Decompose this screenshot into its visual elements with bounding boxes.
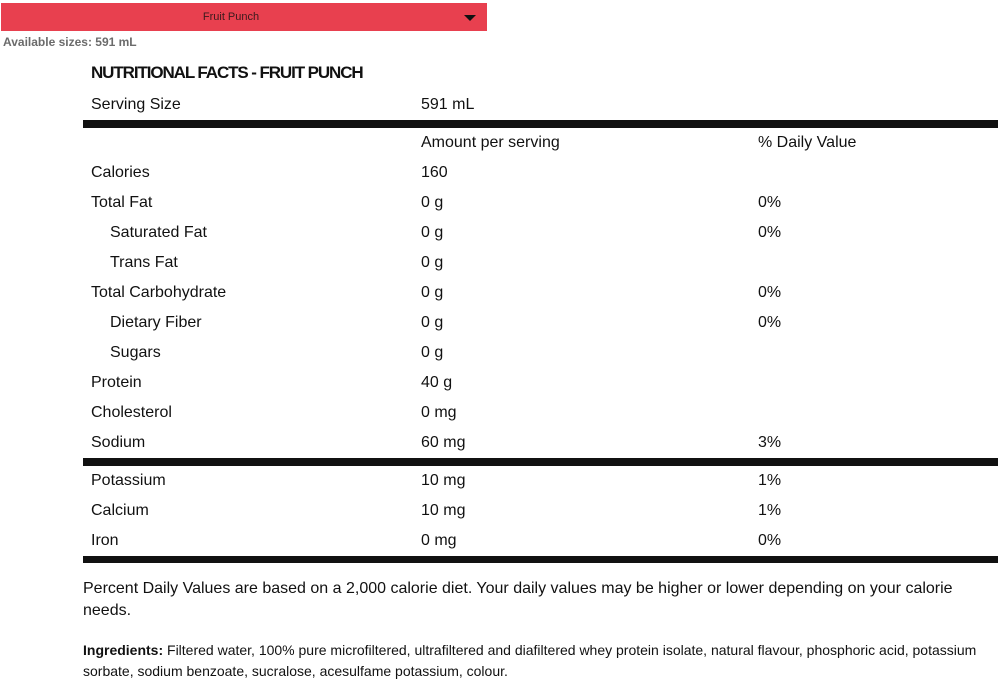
table-row bbox=[83, 526, 998, 556]
mineral-daily-value: 1% bbox=[758, 472, 782, 489]
daily-value-footnote: Percent Daily Values are based on a 2,000 calorie diet. Your daily values may be higher or lower depending on your calorie needs. bbox=[83, 580, 953, 619]
mineral-daily-value: 1% bbox=[758, 502, 782, 519]
table-row bbox=[83, 308, 998, 338]
nutrient-daily-value: 0% bbox=[758, 284, 782, 301]
nutrition-facts-table bbox=[83, 90, 998, 563]
nutrition-facts-title: NUTRITIONAL FACTS - FRUIT PUNCH bbox=[91, 63, 363, 82]
divider-thick bbox=[83, 120, 998, 128]
nutrient-name: Total Carbohydrate bbox=[91, 284, 227, 301]
nutrient-name: Total Fat bbox=[91, 194, 153, 211]
column-header-amount: Amount per serving bbox=[421, 134, 560, 151]
nutrient-amount: 0 g bbox=[421, 284, 444, 301]
chevron-down-icon[interactable] bbox=[464, 15, 476, 21]
table-row bbox=[83, 466, 998, 496]
table-row bbox=[83, 188, 998, 218]
divider-thick bbox=[83, 556, 998, 563]
nutrient-name: Protein bbox=[91, 374, 142, 391]
mineral-daily-value: 0% bbox=[758, 532, 782, 549]
nutrient-amount: 40 g bbox=[421, 374, 453, 391]
serving-size-row bbox=[83, 90, 998, 120]
nutrient-amount: 60 mg bbox=[421, 434, 466, 451]
mineral-amount: 0 mg bbox=[421, 532, 457, 549]
mineral-name: Potassium bbox=[91, 472, 166, 489]
divider-thick bbox=[83, 458, 998, 466]
nutrient-amount: 0 g bbox=[421, 254, 444, 271]
nutrient-name: Saturated Fat bbox=[110, 224, 207, 241]
nutrient-name: Trans Fat bbox=[110, 254, 178, 271]
column-header-daily-value: % Daily Value bbox=[758, 134, 857, 151]
nutrient-daily-value: 3% bbox=[758, 434, 782, 451]
ingredients-label: Ingredients: bbox=[83, 642, 164, 658]
nutrient-name: Sugars bbox=[110, 344, 161, 361]
nutrient-amount: 160 bbox=[421, 164, 448, 181]
mineral-amount: 10 mg bbox=[421, 472, 466, 489]
mineral-name: Iron bbox=[91, 532, 119, 549]
serving-size-value: 591 mL bbox=[421, 96, 475, 113]
nutrient-amount: 0 g bbox=[421, 194, 444, 211]
table-row bbox=[83, 218, 998, 248]
nutrient-daily-value: 0% bbox=[758, 314, 782, 331]
flavor-dropdown-value: Fruit Punch bbox=[202, 11, 260, 23]
ingredients-text: Filtered water, 100% pure microfiltered, ultrafiltered and diafiltered whey protein isolate, natural flavour, phosphoric acid, potassium sorbate, sodium benzoate, sucralose, acesulfame potassium, colour. bbox=[83, 642, 977, 679]
mineral-amount: 10 mg bbox=[421, 502, 466, 519]
nutrient-name: Dietary Fiber bbox=[110, 314, 202, 331]
table-row bbox=[83, 398, 998, 428]
flavor-dropdown[interactable] bbox=[1, 3, 487, 31]
nutrient-daily-value: 0% bbox=[758, 224, 782, 241]
nutrient-name: Calories bbox=[91, 164, 150, 181]
nutrient-amount: 0 g bbox=[421, 314, 444, 331]
available-sizes: Available sizes: 591 mL bbox=[3, 35, 137, 49]
nutrient-amount: 0 g bbox=[421, 224, 444, 241]
nutrient-amount: 0 g bbox=[421, 344, 444, 361]
mineral-name: Calcium bbox=[91, 502, 149, 519]
table-row bbox=[83, 158, 998, 188]
table-row bbox=[83, 428, 998, 458]
nutrient-daily-value: 0% bbox=[758, 194, 782, 211]
nutrient-amount: 0 mg bbox=[421, 404, 457, 421]
table-row bbox=[83, 338, 998, 368]
table-row bbox=[83, 278, 998, 308]
nutrient-name: Sodium bbox=[91, 434, 146, 451]
table-row bbox=[83, 248, 998, 278]
nutrient-name: Cholesterol bbox=[91, 404, 172, 421]
ingredients-paragraph bbox=[83, 640, 998, 682]
table-header-row bbox=[83, 128, 998, 158]
serving-size-label: Serving Size bbox=[91, 96, 181, 113]
table-row bbox=[83, 368, 998, 398]
table-row bbox=[83, 496, 998, 526]
